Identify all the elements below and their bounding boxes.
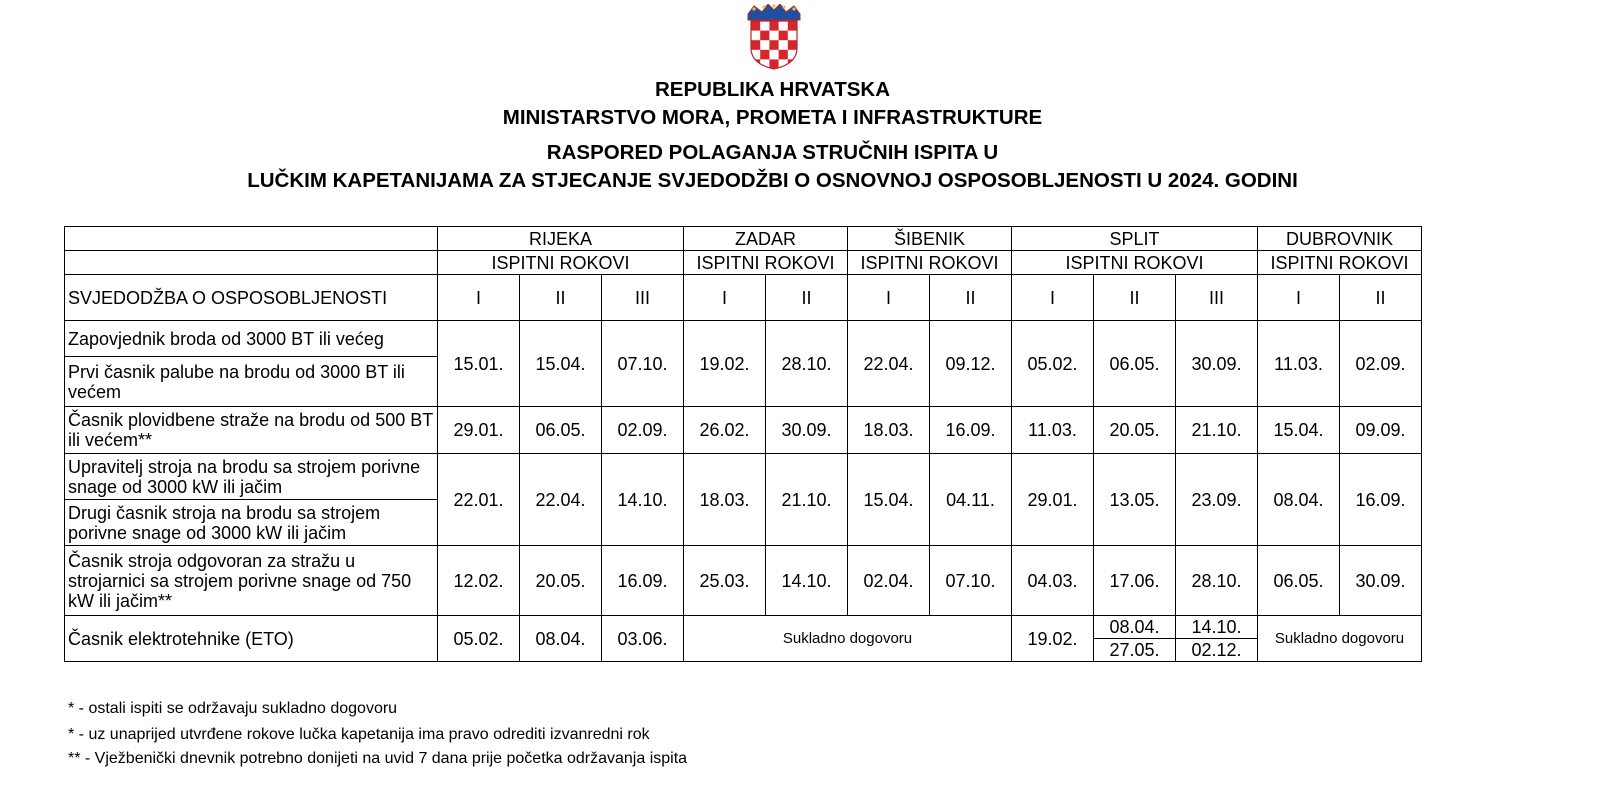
exam-date: 14.10.	[766, 546, 848, 616]
exam-date: 02.09.	[602, 407, 684, 454]
exam-date: 02.12.	[1176, 639, 1258, 662]
exam-date: 08.04.	[1094, 616, 1176, 639]
subheader-row	[65, 251, 1422, 275]
table-row	[65, 546, 1422, 616]
exam-date: 22.04.	[520, 454, 602, 546]
table-row-eto	[65, 616, 1422, 639]
document-title-line4: LUČKIM KAPETANIJAMA ZA STJECANJE SVJEDODŽBI O OSNOVNOJ OSPOSOBLJENOSTI U 2024. GODINI	[247, 169, 1298, 192]
exam-date: 11.03.	[1012, 407, 1094, 454]
document-title-line3: RASPORED POLAGANJA STRUČNIH ISPITA U	[546, 141, 999, 164]
ispitni-rokovi-split: ISPITNI ROKOVI	[1012, 251, 1258, 275]
exam-date: 02.04.	[848, 546, 930, 616]
exam-date: 15.04.	[1258, 407, 1340, 454]
exam-date: 16.09.	[602, 546, 684, 616]
exam-date: 12.02.	[438, 546, 520, 616]
exam-schedule-table	[64, 226, 1422, 662]
exam-date: 16.09.	[930, 407, 1012, 454]
exam-date: 06.05.	[520, 407, 602, 454]
exam-date: 06.05.	[1094, 321, 1176, 407]
qualification-label: Časnik stroja odgovoran za stražu u strojarnici sa strojem porivne snage od 750 kW ili jačim**	[65, 546, 438, 616]
term-label: I	[1012, 275, 1094, 321]
exam-date: 07.10.	[602, 321, 684, 407]
qualification-label: Časnik elektrotehnike (ETO)	[65, 616, 438, 662]
term-label: II	[766, 275, 848, 321]
exam-date: 15.04.	[848, 454, 930, 546]
exam-date: 15.01.	[438, 321, 520, 407]
exam-date: 20.05.	[1094, 407, 1176, 454]
exam-date: 11.03.	[1258, 321, 1340, 407]
exam-date: 23.09.	[1176, 454, 1258, 546]
exam-date: 21.10.	[1176, 407, 1258, 454]
exam-date: 04.11.	[930, 454, 1012, 546]
ispitni-rokovi-sibenik: ISPITNI ROKOVI	[848, 251, 1012, 275]
exam-date: 26.02.	[684, 407, 766, 454]
exam-date: 06.05.	[1258, 546, 1340, 616]
exam-date: 27.05.	[1094, 639, 1176, 662]
exam-date: 19.02.	[684, 321, 766, 407]
term-header-row	[65, 275, 1422, 321]
exam-date: 20.05.	[520, 546, 602, 616]
exam-date: 14.10.	[602, 454, 684, 546]
coat-of-arms-icon	[744, 4, 804, 70]
exam-date: 03.06.	[602, 616, 684, 662]
exam-date: 18.03.	[848, 407, 930, 454]
by-agreement-note: Sukladno dogovoru	[1258, 616, 1422, 662]
column-label: SVJEDODŽBA O OSPOSOBLJENOSTI	[65, 275, 438, 321]
qualification-label: Prvi časnik palube na brodu od 3000 BT ili većem	[65, 357, 438, 407]
exam-date: 28.10.	[1176, 546, 1258, 616]
term-label: III	[1176, 275, 1258, 321]
exam-date: 05.02.	[1012, 321, 1094, 407]
exam-date: 09.09.	[1340, 407, 1422, 454]
term-label: I	[848, 275, 930, 321]
term-label: II	[1340, 275, 1422, 321]
term-label: II	[930, 275, 1012, 321]
exam-date: 30.09.	[1340, 546, 1422, 616]
term-label: II	[520, 275, 602, 321]
exam-date: 22.01.	[438, 454, 520, 546]
exam-date: 02.09.	[1340, 321, 1422, 407]
exam-date: 22.04.	[848, 321, 930, 407]
exam-date: 08.04.	[520, 616, 602, 662]
exam-date: 05.02.	[438, 616, 520, 662]
table-row	[65, 321, 1422, 357]
exam-date: 14.10.	[1176, 616, 1258, 639]
exam-date: 08.04.	[1258, 454, 1340, 546]
city-rijeka: RIJEKA	[438, 227, 684, 251]
exam-date: 19.02.	[1012, 616, 1094, 662]
table-row	[65, 407, 1422, 454]
footnote: ** - Vježbenički dnevnik potrebno donijeti na uvid 7 dana prije početka održavanja ispita	[68, 750, 688, 767]
ispitni-rokovi-zadar: ISPITNI ROKOVI	[684, 251, 848, 275]
city-dubrovnik: DUBROVNIK	[1258, 227, 1422, 251]
blank-cell	[65, 251, 438, 275]
footnote: * - ostali ispiti se održavaju sukladno dogovoru	[68, 700, 398, 717]
exam-date: 21.10.	[766, 454, 848, 546]
exam-date: 29.01.	[1012, 454, 1094, 546]
table-row	[65, 454, 1422, 500]
blank-cell	[65, 227, 438, 251]
term-label: I	[1258, 275, 1340, 321]
term-label: III	[602, 275, 684, 321]
exam-date: 30.09.	[1176, 321, 1258, 407]
document-title-line1: REPUBLIKA HRVATSKA	[655, 78, 890, 101]
city-sibenik: ŠIBENIK	[848, 227, 1012, 251]
term-label: II	[1094, 275, 1176, 321]
ispitni-rokovi-dubrovnik: ISPITNI ROKOVI	[1258, 251, 1422, 275]
qualification-label: Časnik plovidbene straže na brodu od 500 BT ili većem**	[65, 407, 438, 454]
exam-date: 28.10.	[766, 321, 848, 407]
qualification-label: Zapovjednik broda od 3000 BT ili većeg	[65, 321, 438, 357]
exam-date: 29.01.	[438, 407, 520, 454]
city-zadar: ZADAR	[684, 227, 848, 251]
ispitni-rokovi-rijeka: ISPITNI ROKOVI	[438, 251, 684, 275]
city-header-row	[65, 227, 1422, 251]
exam-date: 30.09.	[766, 407, 848, 454]
footnote: * - uz unaprijed utvrđene rokove lučka kapetanija ima pravo odrediti izvanredni rok	[68, 726, 650, 743]
term-label: I	[684, 275, 766, 321]
exam-date: 13.05.	[1094, 454, 1176, 546]
qualification-label: Upravitelj stroja na brodu sa strojem porivne snage od 3000 kW ili jačim	[65, 454, 438, 500]
exam-date: 17.06.	[1094, 546, 1176, 616]
exam-date: 07.10.	[930, 546, 1012, 616]
document-title-line2: MINISTARSTVO MORA, PROMETA I INFRASTRUKTURE	[502, 106, 1043, 129]
qualification-label: Drugi časnik stroja na brodu sa strojem porivne snage od 3000 kW ili jačim	[65, 500, 438, 546]
city-split: SPLIT	[1012, 227, 1258, 251]
exam-date: 04.03.	[1012, 546, 1094, 616]
exam-date: 15.04.	[520, 321, 602, 407]
exam-date: 18.03.	[684, 454, 766, 546]
by-agreement-note: Sukladno dogovoru	[684, 616, 1012, 662]
term-label: I	[438, 275, 520, 321]
exam-date: 16.09.	[1340, 454, 1422, 546]
exam-date: 09.12.	[930, 321, 1012, 407]
exam-date: 25.03.	[684, 546, 766, 616]
